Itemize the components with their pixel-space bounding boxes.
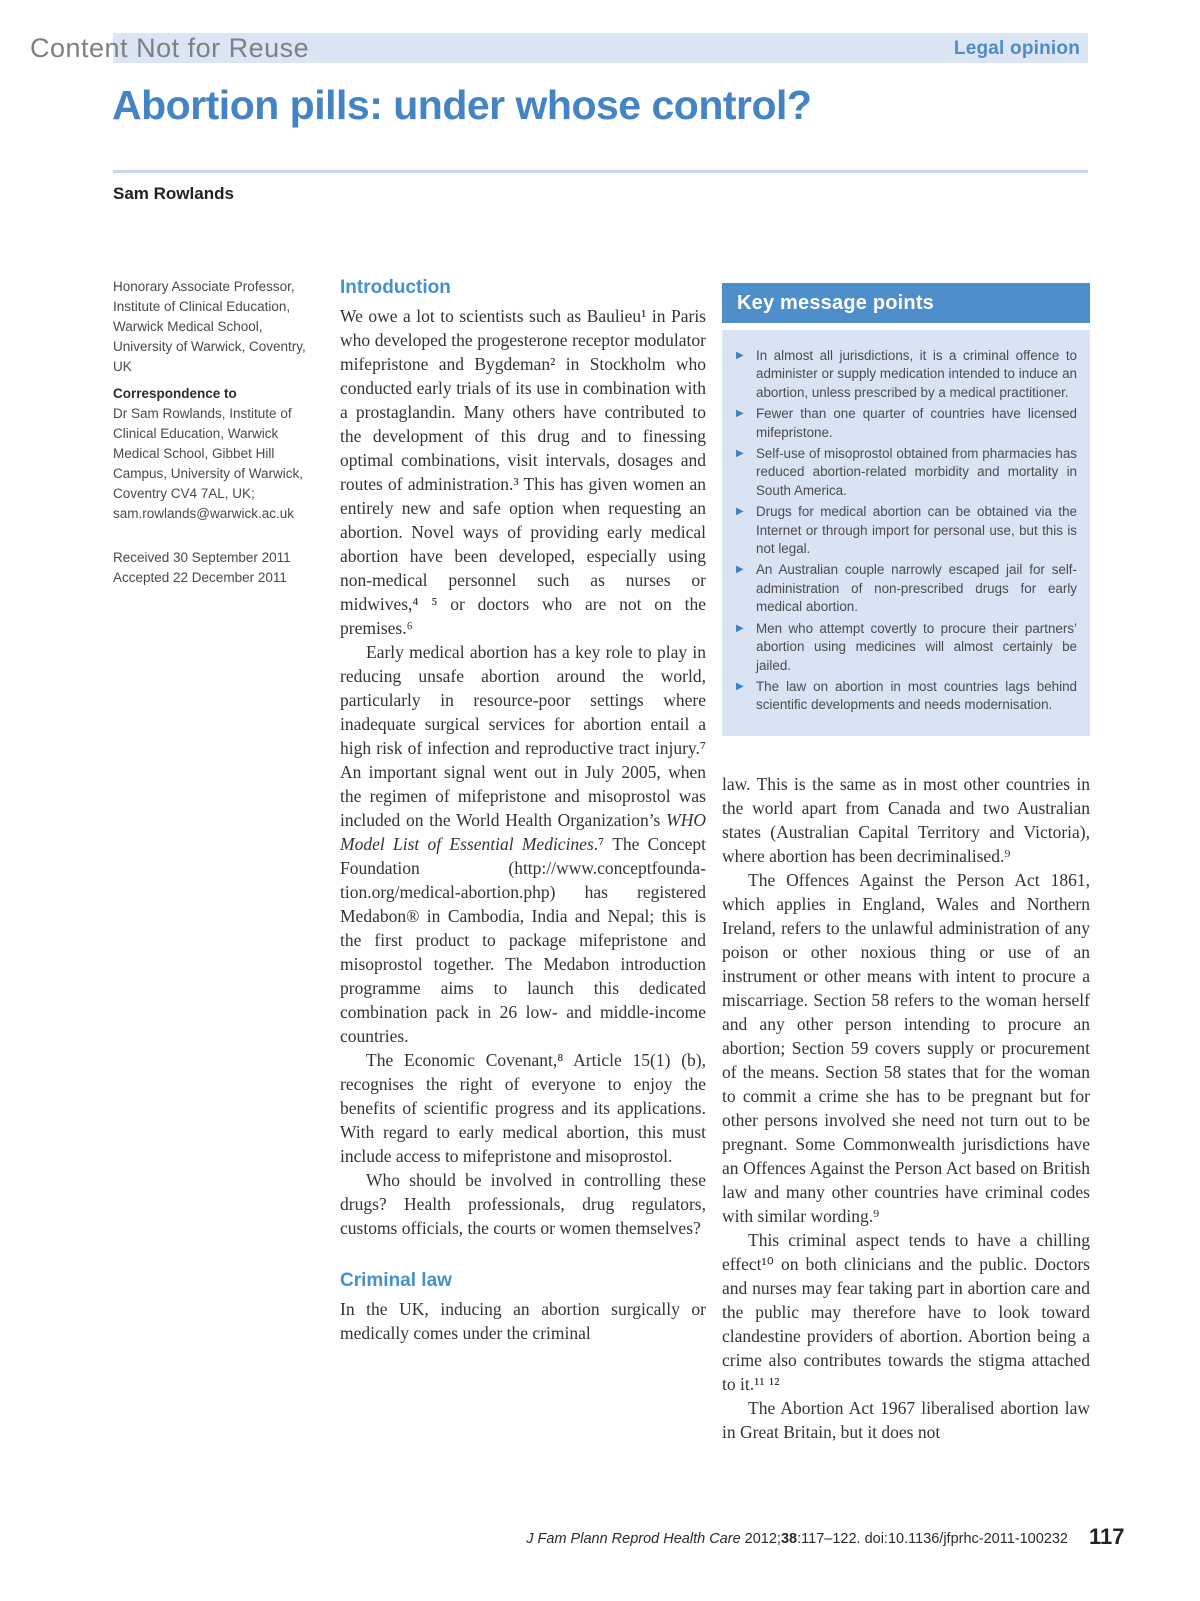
category-label: Legal opinion [953, 38, 1080, 59]
key-message-text: In almost all jurisdictions, it is a criminal offence to administer or supply medication intended to induce an abortion, unless prescribed by a medical practitioner. [756, 348, 1077, 400]
correspondence-address: Dr Sam Rowlands, Institute of Clinical Education, Warwick Medical School, Gibbet Hill Campus, University of Warwick, Coventry CV4 7AL, UK; sam.rowlands@warwick.ac.uk [113, 406, 304, 521]
section-heading-introduction: Introduction [340, 277, 451, 298]
list-item [734, 405, 1077, 442]
paragraph: The Offences Against the Person Act 1861, which applies in England, Wales and Northern Ireland, refers to the unlawful administration of any poison or other noxious thing or use of an instrument or other means with intent to procure a miscarriage. Section 58 refers to the woman herself and any other person intending to procure an abortion; Section 59 covers supply or procurement of the means. Section 58 states that for the woman to commit a crime she has to be pregnant but for other persons involved she need not turn out to be pregnant. Some Commonwealth jurisdictions have an Offences Against the Person Act based on British law and many other countries have criminal codes with similar wording.⁹ [722, 869, 1090, 1226]
citation-volume: 38 [780, 1531, 798, 1547]
correspondence-label: Correspondence to [113, 386, 237, 401]
list-item [734, 561, 1077, 616]
key-message-text: An Australian couple narrowly escaped jail for self-administration of non-prescribed drugs for early medical abortion. [756, 562, 1077, 615]
paragraph: The Abortion Act 1967 liberalised abortion law in Great Britain, but it does not [722, 1397, 1090, 1442]
author-info-sidebar [113, 277, 313, 588]
journal-name: J Fam Plann Reprod Health Care [526, 1531, 741, 1547]
paragraph: We owe a lot to scientists such as Baulieu¹ in Paris who developed the progesterone receptor modulator mifepristone and Bygdeman² in Stockholm who conducted early trials of its use in combination with a prostaglandin. Many others have contributed to the development of this drug and to finessing optimal combinations, visit intervals, dosages and routes of administration.³ This has given women an entirely new and safe option when requesting an abortion. Novel ways of providing early medical abortion have been developed, especially using non-medical personnel such as nurses or midwives,⁴ ⁵ or doctors who are not on the premises.⁶ [340, 306, 706, 638]
bullet-triangle-icon: ▶ [736, 408, 744, 420]
page-number: 117 [1089, 1524, 1125, 1549]
page-title: Abortion pills: under whose control? [112, 82, 812, 128]
key-message-points-box [722, 283, 1090, 736]
key-message-points-title: Key message points [722, 283, 1090, 323]
list-item [734, 347, 1077, 402]
accepted-date: Accepted 22 December 2011 [113, 570, 287, 585]
list-item [734, 620, 1077, 675]
key-message-text: Drugs for medical abortion can be obtained via the Internet or through import for personal use, but this is not legal. [756, 504, 1077, 557]
key-message-points-list [722, 330, 1090, 736]
paragraph: In the UK, inducing an abortion surgically or medically comes under the criminal [340, 1299, 706, 1343]
bullet-triangle-icon: ▶ [736, 448, 744, 460]
paragraph: Who should be involved in controlling these drugs? Health professionals, drug regulators, customs officials, the courts or women themselves? [340, 1170, 706, 1238]
key-message-text: Fewer than one quarter of countries have licensed mifepristone. [756, 406, 1077, 440]
paragraph: Early medical abortion has a key role to play in reducing unsafe abortion around the world, particularly in resource-poor settings where inadequate surgical services for abortion entail a high risk of infection and reproductive tract injury.⁷ An important signal went out in July 2005, when the regimen of mifepristone and misoprostol was included on the World Health Organization’s WHO Model List of Essential Medicines.⁷ The Concept Foundation (http://www.conceptfoundation.org/medical-abortion.php) has registered Medabon® in Cambodia, India and Nepal; this is the first product to package mifepristone and misoprostol together. The Medabon introduction programme aims to launch this dedicated combination pack in 26 low- and middle-income countries. [340, 642, 706, 1046]
bullet-triangle-icon: ▶ [736, 506, 744, 518]
section-heading-criminal-law: Criminal law [340, 1270, 452, 1291]
bullet-triangle-icon: ▶ [736, 350, 744, 361]
key-message-text: The law on abortion in most countries lags behind scientific developments and needs modernisation. [756, 678, 1077, 713]
paragraph: This criminal aspect tends to have a chilling effect¹⁰ on both clinicians and the public. Doctors and nurses may fear taking part in abortion care and the public may therefore have to look toward clandestine providers of abortion. Abortion being a crime also contributes towards the stigma attached to it.¹¹ ¹² [722, 1229, 1090, 1394]
list-item [734, 445, 1077, 500]
bullet-triangle-icon: ▶ [736, 564, 744, 576]
journal-citation [526, 1531, 1068, 1547]
paragraph: The Economic Covenant,⁸ Article 15(1) (b), recognises the right of everyone to enjoy the benefits of scientific progress and its applications. With regard to early medical abortion, this must include access to mifepristone and misoprostol. [340, 1050, 706, 1166]
watermark-text: Content Not for Reuse [30, 33, 310, 63]
bullet-triangle-icon: ▶ [736, 680, 744, 692]
affiliation: Honorary Associate Professor, Institute of Clinical Education, Warwick Medical School, University of Warwick, Coventry, UK [113, 279, 306, 374]
article-column-left [340, 277, 706, 1345]
citation-year: 2012; [740, 1531, 781, 1547]
list-item [734, 678, 1077, 715]
key-message-text: Men who attempt covertly to procure their partners’ abortion using medicines will almost certainly be jailed. [756, 620, 1077, 673]
paragraph: law. This is the same as in most other countries in the world apart from Canada and two Australian states (Australian Capital Territory and Victoria), where abortion has been decriminalised.⁹ [722, 773, 1090, 866]
author-name: Sam Rowlands [113, 184, 234, 203]
bullet-triangle-icon: ▶ [736, 622, 744, 634]
title-divider [113, 170, 1088, 173]
list-item [734, 503, 1077, 558]
citation-pages-doi: :117–122. doi:10.1136/jfprhc-2011-100232 [797, 1531, 1068, 1547]
received-date: Received 30 September 2011 [113, 550, 291, 565]
article-column-right [722, 283, 1090, 1444]
key-message-text: Self-use of misoprostol obtained from pharmacies has reduced abortion-related morbidity and mortality in South America. [756, 446, 1077, 498]
